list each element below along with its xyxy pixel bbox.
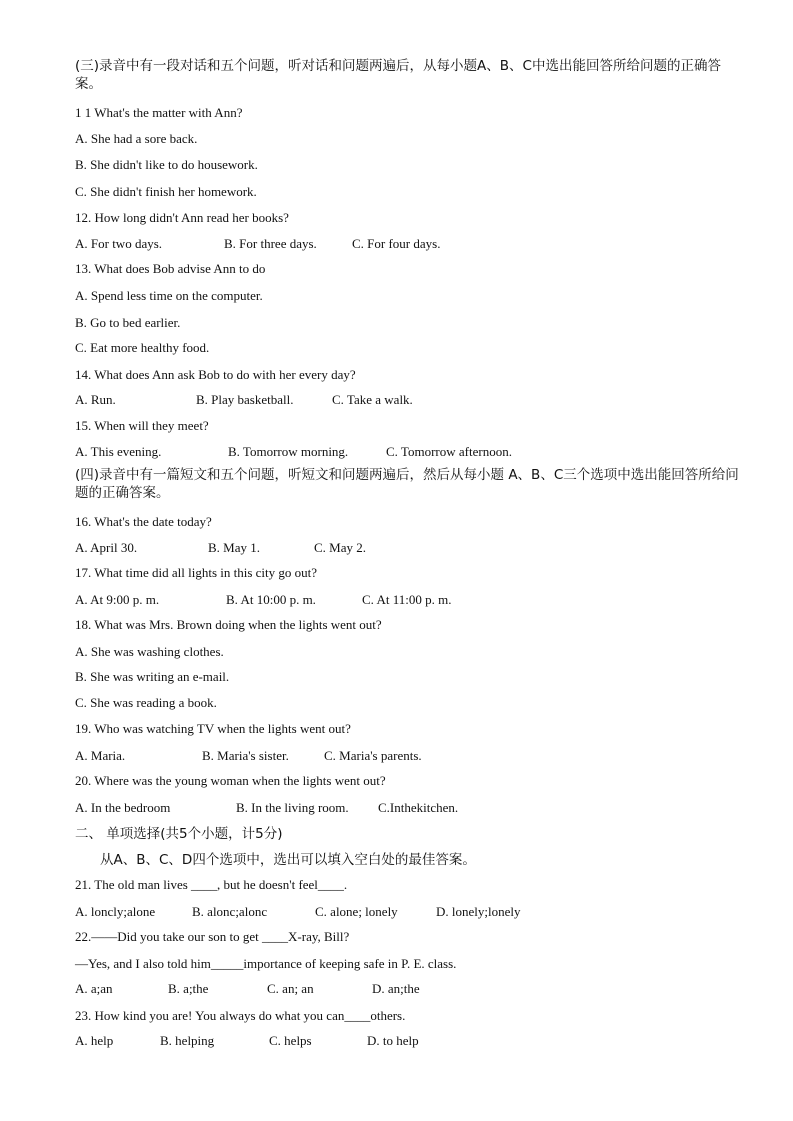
option-18-b: B. She was writing an e-mail.: [75, 669, 230, 684]
option-22-d: D. an;the: [372, 981, 420, 996]
question-20: 20. Where was the young woman when the lights went out?: [75, 773, 386, 788]
option-11-c: C. She didn't finish her homework.: [75, 184, 257, 199]
question-23: 23. How kind you are! You always do what you can____others.: [75, 1008, 406, 1023]
option-20-a: A. In the bedroom: [75, 800, 171, 815]
option-12-c: C. For four days.: [352, 236, 441, 251]
question-13: 13. What does Bob advise Ann to do: [75, 261, 266, 276]
option-14-b: B. Play basketball.: [196, 392, 294, 407]
part-2-instruction: 从A、B、C、D四个选项中，选出可以填入空白处的最佳答案。: [100, 852, 476, 868]
option-16-b: B. May 1.: [208, 540, 260, 555]
question-22: 22.——Did you take our son to get ____X-ray, Bill?: [75, 929, 350, 944]
question-22-reply: —Yes, and I also told him_____importance of keeping safe in P. E. class.: [75, 956, 457, 971]
part-2-heading: 二、 单项选择(共5个小题，计5分): [75, 826, 283, 842]
section-4-heading: (四)录音中有一篇短文和五个问题，听短文和问题两遍后，然后从每小题 A、B、C三个选项中选出能回答所给问题的正确答案。: [75, 467, 739, 501]
option-19-a: A. Maria.: [75, 748, 126, 763]
option-14-c: C. Take a walk.: [332, 392, 413, 407]
option-21-b: B. alonc;alonc: [192, 904, 268, 919]
question-17: 17. What time did all lights in this city go out?: [75, 565, 318, 580]
question-19: 19. Who was watching TV when the lights went out?: [75, 721, 351, 736]
question-21: 21. The old man lives ____, but he doesn't feel____.: [75, 877, 348, 892]
option-23-a: A. help: [75, 1033, 114, 1048]
option-16-a: A. April 30.: [75, 540, 138, 555]
option-12-a: A. For two days.: [75, 236, 163, 251]
option-14-a: A. Run.: [75, 392, 116, 407]
option-19-c: C. Maria's parents.: [324, 748, 422, 763]
question-15: 15. When will they meet?: [75, 418, 209, 433]
option-20-b: B. In the living room.: [236, 800, 349, 815]
option-15-b: B. Tomorrow morning.: [228, 444, 349, 459]
option-21-c: C. alone; lonely: [315, 904, 398, 919]
option-22-b: B. a;the: [168, 981, 209, 996]
option-17-b: B. At 10:00 p. m.: [226, 592, 316, 607]
option-15-a: A. This evening.: [75, 444, 162, 459]
option-23-c: C. helps: [269, 1033, 312, 1048]
option-18-a: A. She was washing clothes.: [75, 644, 224, 659]
option-23-d: D. to help: [367, 1033, 419, 1048]
option-21-a: A. loncly;alone: [75, 904, 156, 919]
option-11-b: B. She didn't like to do housework.: [75, 157, 258, 172]
option-21-d: D. lonely;lonely: [436, 904, 521, 919]
option-11-a: A. She had a sore back.: [75, 131, 198, 146]
option-20-c: C.Inthekitchen.: [378, 800, 459, 815]
option-15-c: C. Tomorrow afternoon.: [386, 444, 512, 459]
option-13-b: B. Go to bed earlier.: [75, 315, 181, 330]
option-13-c: C. Eat more healthy food.: [75, 340, 210, 355]
question-16: 16. What's the date today?: [75, 514, 212, 529]
question-14: 14. What does Ann ask Bob to do with her every day?: [75, 367, 356, 382]
option-22-c: C. an; an: [267, 981, 314, 996]
option-13-a: A. Spend less time on the computer.: [75, 288, 263, 303]
option-17-a: A. At 9:00 p. m.: [75, 592, 160, 607]
question-12: 12. How long didn't Ann read her books?: [75, 210, 289, 225]
option-16-c: C. May 2.: [314, 540, 366, 555]
option-22-a: A. a;an: [75, 981, 113, 996]
option-12-b: B. For three days.: [224, 236, 317, 251]
option-19-b: B. Maria's sister.: [202, 748, 289, 763]
question-11: 1 1 What's the matter with Ann?: [75, 105, 243, 120]
section-3-heading: (三)录音中有一段对话和五个问题，听对话和问题两遍后，从每小题A、B、C中选出能回答所给问题的正确答案。: [75, 58, 721, 92]
question-18: 18. What was Mrs. Brown doing when the lights went out?: [75, 617, 382, 632]
option-17-c: C. At 11:00 p. m.: [362, 592, 452, 607]
option-18-c: C. She was reading a book.: [75, 695, 217, 710]
option-23-b: B. helping: [160, 1033, 215, 1048]
